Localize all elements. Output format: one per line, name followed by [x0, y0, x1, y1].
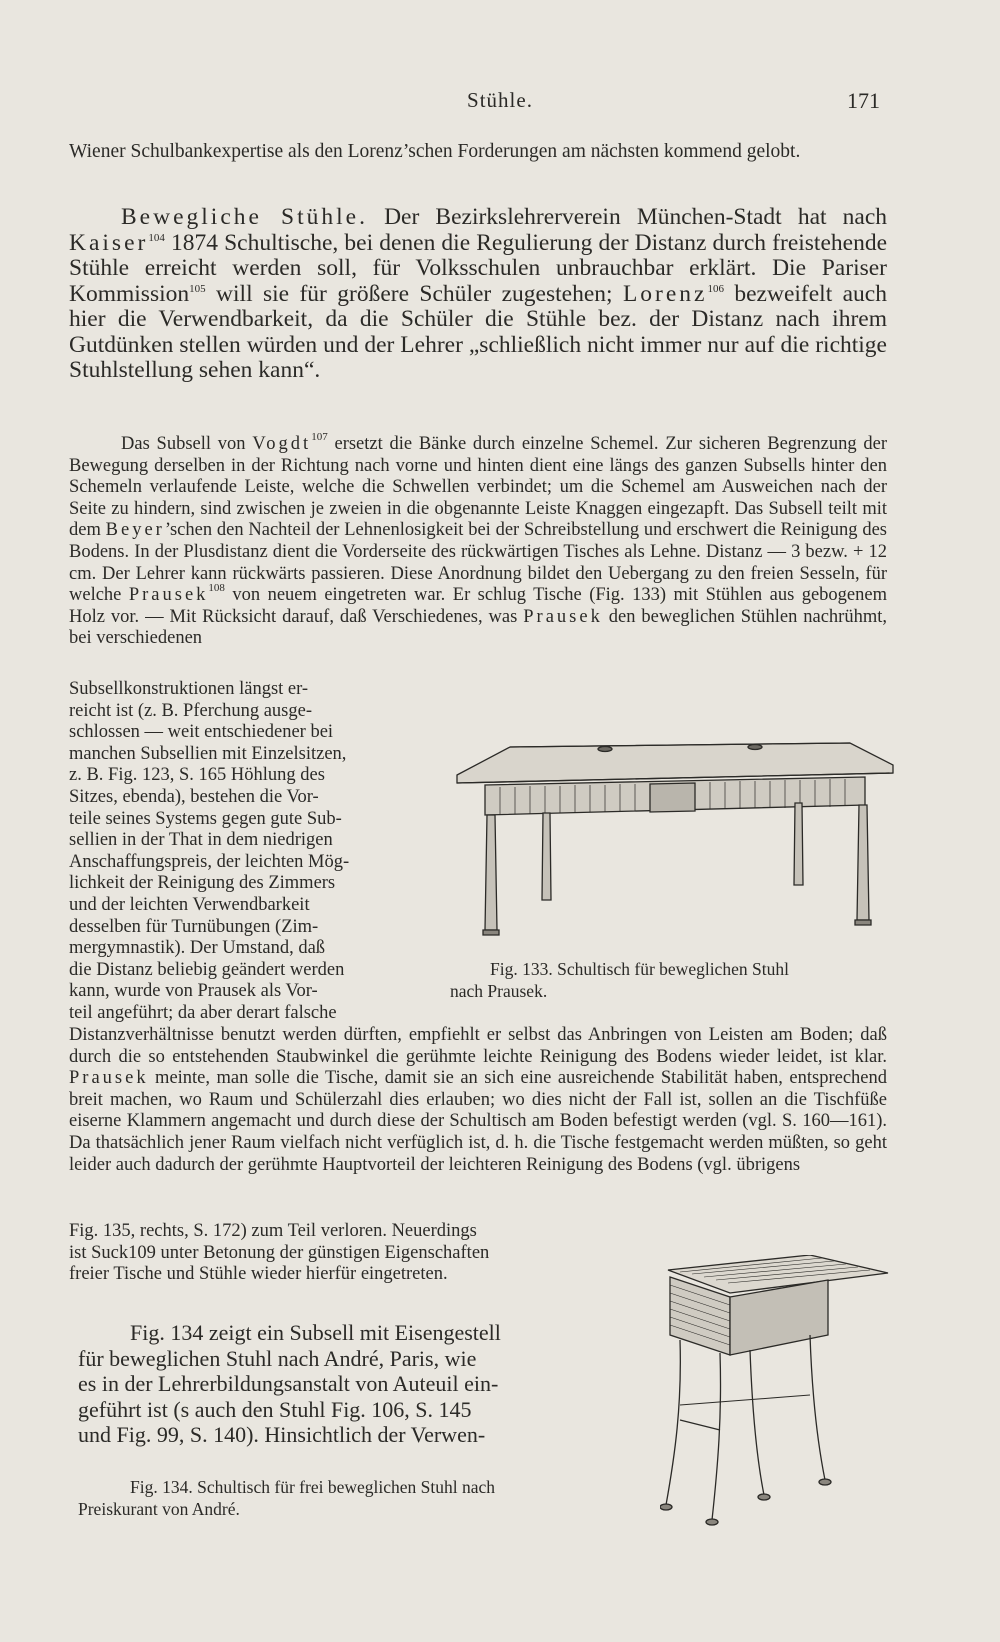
text-line: die Distanz beliebig geändert werden — [69, 959, 345, 980]
text-line: sellien in der That in dem niedrigen — [69, 830, 333, 851]
footnote-ref: 105 — [189, 282, 206, 295]
page-number: 171 — [847, 88, 880, 113]
author-vogdt: Vogdt — [252, 434, 312, 454]
text-line: z. B. Fig. 123, S. 165 Höhlung des — [69, 765, 325, 786]
paragraph-fig134 — [78, 1320, 648, 1448]
text-line: schlossen — weit entschiedener bei — [69, 722, 334, 743]
text-line: teile seines Systems gegen gute Sub- — [69, 808, 342, 829]
text-line: geführt ist (s auch den Stuhl Fig. 106, S. 145 — [78, 1396, 472, 1422]
footnote-ref: 106 — [707, 282, 724, 295]
paragraph-vogdt-cont: Distanzverhältnisse benutzt werden dürften, empfiehlt er selbst das Anbringen von Leisten am Boden; daß durch die so entstehenden Staubwinkel die gerühmte leichte Reinigung des Bodens wieder leidet, ist klar. Prausek meinte, man solle die Tische, damit sie an sich eine ausreichende Stabilität haben, entsprechend breit machen, wo Raum und Schülerzahl dies erlauben; wo dies nicht der Fall ist, sollen an die Tischfüße eiserne Klammern angemacht und durch diese der Schultisch am Boden befestigt werden (vgl. S. 160—161). Da thatsächlich jener Raum vielfach nicht verfüglich ist, d. h. die Tische festgemacht werden müßten, so geht leider auch dadurch der gerühmte Hauptvorteil der leichteren Reinigung des Bodens (vgl. übrigens — [69, 1025, 887, 1175]
footnote-ref: 104 — [148, 231, 165, 244]
author-lorenz: Lorenz — [622, 280, 708, 307]
footnote-ref: 108 — [208, 582, 225, 595]
text-line: lichkeit der Reinigung des Zimmers — [69, 873, 336, 894]
text-line: es in der Lehrerbildungsanstalt von Auteuil ein- — [78, 1371, 499, 1396]
text-line: und der leichten Verwendbarkeit — [69, 894, 310, 915]
author-prausek: Prausek — [523, 606, 603, 627]
text-line: mergymnastik). Der Umstand, daß — [69, 938, 326, 959]
text-line: Fig. 134 zeigt ein Subsell mit Eisengestell — [130, 1320, 501, 1345]
paragraph-vogdt-end — [69, 1221, 649, 1286]
text-line: Sitzes, ebenda), bestehen die Vor- — [69, 786, 319, 807]
text-line: Fig. 135, rechts, S. 172) zum Teil verloren. Neuerdings — [69, 1221, 477, 1241]
text-line: teil angeführt; da aber derart falsche — [69, 1002, 337, 1023]
text-line: freier Tische und Stühle wieder hierfür eingetreten. — [69, 1264, 448, 1285]
running-head-title: Stühle. — [467, 88, 533, 112]
figure-133-caption: Fig. 133. Schultisch für beweglichen Stuhl nach Prausek. — [450, 959, 789, 1001]
author-kaiser: Kaiser — [69, 229, 149, 256]
text-line: kann, wurde von Prausek als Vor- — [69, 981, 318, 1002]
author-prausek: Prausek — [69, 1068, 149, 1089]
text-line: manchen Subsellien mit Einzelsitzen, — [69, 743, 347, 764]
paragraph-vogdt: Das Subsell von Vogdt$^{107}$ ersetzt die Bänke durch einzelne Schemel. Zur sicheren Begrenzung der Bewegung derselben in der Richtung nach vorne und hinten dient eine längs des ganzen Subsells hinter den Schemeln verlaufende Leiste, welche die Schwellen verbindet; um die Schemel am Ausweichen nach der Seite zu hindern, sind zwischen je zweien in die obgenannte Leiste Knaggen eingezapft. Das Subsell teilt mit dem Beyer’schen den Nachteil der Lehnenlosigkeit bei der Schreibstellung und erschwert die Reinigung des Bodens. In der Plusdistanz dient die Vorderseite des rückwärtigen Tisches als Lehne. Distanz — 3 bezw. + 12 cm. Der Lehrer kann rückwärts passieren. Diese Anordnung bildet den Uebergang zu den freien Sesseln, für welche Prausek$^{108}$ von neuem eingetreten war. Er schlug Tische (Fig. 133) mit Stühlen aus gebogenem Holz vor. — Mit Rücksicht darauf, daß Verschiedenes, was Prausek den beweglichen Stühlen nachrühmt, bei verschiedenen — [69, 431, 888, 649]
text-line: Subsellkonstruktionen längst er- — [69, 679, 309, 699]
text-line: ist Suck109 unter Betonung der günstigen Eigenschaften — [69, 1242, 490, 1263]
running-head — [0, 88, 1000, 118]
figure-133-desk-illustration — [455, 735, 895, 945]
text-line: Anschaffungspreis, der leichten Mög- — [69, 851, 350, 872]
paragraph-carryover: Wiener Schulbankexpertise als den Lorenz’schen Forderungen am nächsten kommend gelobt. — [69, 141, 801, 162]
author-beyer: Beyer — [105, 520, 165, 541]
text-line: und Fig. 99, S. 140). Hinsichtlich der Verwen- — [78, 1422, 486, 1447]
figure-134-desk-illustration — [660, 1255, 890, 1545]
text-line: für beweglichen Stuhl nach André, Paris, wie — [78, 1345, 477, 1371]
section-lead: Bewegliche Stühle. — [121, 204, 368, 230]
text-line: reicht ist (z. B. Pferchung ausge- — [69, 700, 312, 721]
text-line: desselben für Turnübungen (Zim- — [69, 916, 319, 937]
footnote-ref: 107 — [311, 431, 328, 443]
paragraph-bewegliche-stuehle: Bewegliche Stühle. Der Bezirkslehrerverein München-Stadt hat nach Kaiser$^{104}$ 1874 Schultische, bei denen die Regulierung der Distanz durch freistehende Stühle erreicht werden soll, für Volksschulen unbrauchbar erklärt. Die Pariser Kommission$^{105}$ will sie für größere Schüler zugestehen; Lorenz$^{106}$ bezweifelt auch hier die Verwendbarkeit, da die Schüler die Stühle bez. der Distanz nach ihrem Gutdünken stellen würden und der Lehrer „schließlich nicht immer nur auf die richtige Stuhlstellung sehen kann“. — [69, 204, 887, 383]
author-prausek: Prausek — [128, 585, 209, 606]
paragraph-vogdt-narrow — [69, 679, 419, 1025]
figure-134-caption: Fig. 134. Schultisch für frei beweglichen Stuhl nach Preiskurant von André. — [78, 1477, 495, 1519]
